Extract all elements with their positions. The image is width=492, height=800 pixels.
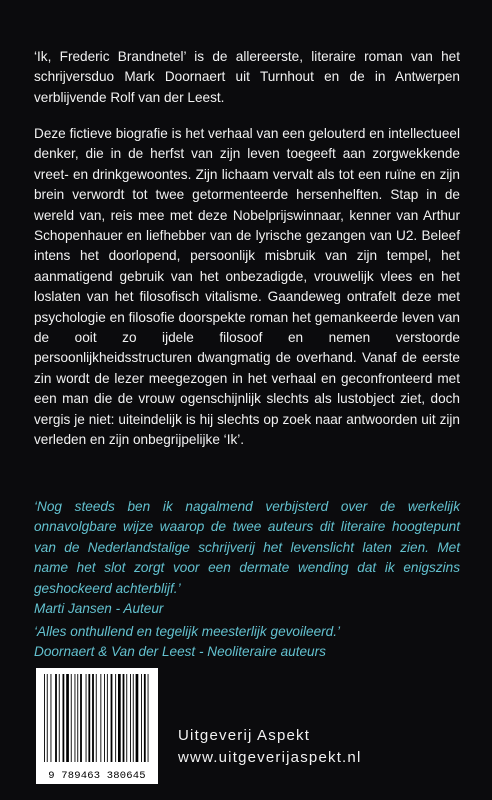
quote-attribution: Marti Jansen - Auteur <box>34 601 164 617</box>
barcode-bar <box>47 674 48 762</box>
barcode-bars <box>36 668 158 768</box>
isbn-barcode <box>36 668 158 784</box>
barcode-bar <box>71 674 72 762</box>
barcode-bar <box>130 674 131 762</box>
barcode-bar <box>111 674 113 762</box>
barcode-bar <box>115 674 116 762</box>
barcode-bar <box>44 674 45 762</box>
barcode-bar <box>133 674 134 762</box>
barcode-bar <box>86 674 87 762</box>
barcode-bar <box>123 674 125 762</box>
publisher-info <box>178 725 362 769</box>
review-quote-1 <box>34 497 460 619</box>
barcode-bar <box>96 674 97 762</box>
quote-text: ‘Alles onthullend en tegelijk meesterlijk gevoileerd.’ <box>34 624 341 639</box>
barcode-bar <box>136 674 139 762</box>
barcode-bar <box>107 674 108 762</box>
quote-attribution: Doornaert & Van der Leest - Neoliteraire auteurs <box>34 644 326 660</box>
barcode-bar <box>118 674 121 762</box>
barcode-bar <box>104 674 105 762</box>
quote-text: ‘Nog steeds ben ik nagalmend verbijsterd over de werkelijk onnavolgbare wijze waarop de twee auteurs dit literaire hoogtepunt van de Nederlandstalige schrijverij het levenslicht laten zien. Met name het slot zorgt voor een dermate wending dat ik enigszins geshockeerd achterblijf.’ <box>34 499 460 596</box>
barcode-bar <box>126 674 127 762</box>
barcode-bar <box>144 674 146 762</box>
blurb-intro: ‘Ik, Frederic Brandnetel’ is de allereerste, literaire roman van het schrijversduo Mark Doornaert uit Turnhout en de in Antwerpen verblijvende Rolf van der Leest. <box>34 49 460 105</box>
barcode-bar <box>55 674 57 762</box>
barcode-bar <box>75 674 76 762</box>
barcode-bar <box>51 674 52 762</box>
barcode-bar <box>59 674 60 762</box>
barcode-bar <box>92 674 94 762</box>
review-quote-2 <box>34 622 460 663</box>
barcode-bar <box>66 674 69 762</box>
barcode-bar <box>80 674 82 762</box>
barcode-bar <box>100 674 101 762</box>
barcode-bar <box>88 674 90 762</box>
barcode-bar <box>63 674 65 762</box>
blurb-synopsis: Deze fictieve biografie is het verhaal van een gelouterd en intellectueel denker, die in de herfst van zijn leven toegeeft aan zorgwekkende vreet- en drinkgewoontes. Zijn lichaam vervalt als tot een ruïne en zijn brein verwordt tot twee getormenteerde hersenhelften. Stap in de wereld van, reis mee met deze Nobelprijswinnaar, kenner van Arthur Schopenhauer en liefhebber van de lyrische gezangen van U2. Beleef intens het doorlopend, persoonlijk misbruik van zijn tempel, het aanmatigend gebruik van het onbezadigde, vrouwelijk vlees en het loslaten van het filosofisch vitalisme. Gaandeweg ontrafelt deze met psychologie en filosofie doorspekte roman het gemankeerde leven van de ooit zo ijdele filosoof en nemen verstoorde persoonlijkheidsstructuren dwangmatig de overhand. Vanaf de eerste zin wordt de lezer meegezogen in het verhaal en geconfronteerd met een man die de vrouw ogenschijnlijk slechts als lustobject ziet, doch vergis je niet: uiteindelijk is hij slechts op zoek naar antwoorden uit zijn verleden en zijn onbegrijpelijke ‘Ik’. <box>34 126 460 448</box>
barcode-bar <box>77 674 78 762</box>
barcode-bar <box>141 674 142 762</box>
barcode-bar <box>148 674 149 762</box>
publisher-website[interactable]: www.uitgeverijaspekt.nl <box>178 749 362 766</box>
publisher-name: Uitgeverij Aspekt <box>178 727 311 744</box>
isbn-digits: 9 789463 380645 <box>48 770 146 782</box>
